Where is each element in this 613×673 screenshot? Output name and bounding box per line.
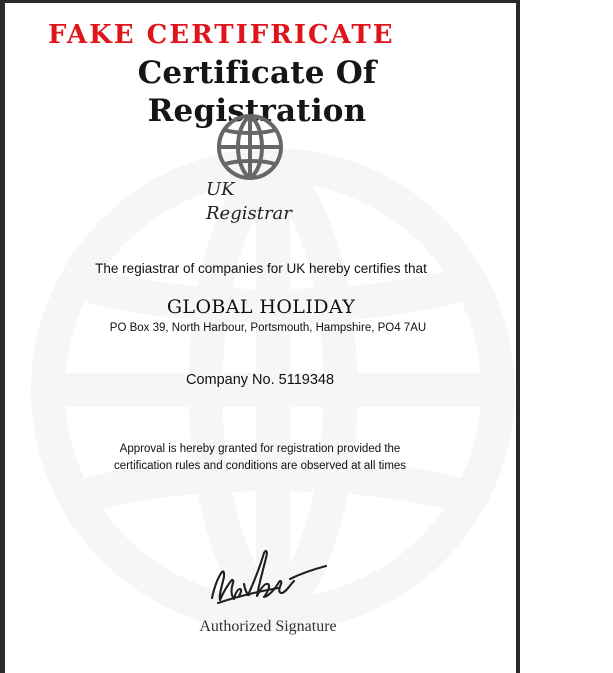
company-name: GLOBAL HOLIDAY [166,296,356,318]
registrar-label: UK Registrar [206,179,292,224]
approval-line-1: Approval is hereby granted for registration provided the [119,443,401,455]
page-margin-right [520,0,613,673]
authorized-signature-label: Authorized Signature [199,618,337,635]
approval-line-2: certification rules and conditions are observed at all times [113,460,407,472]
fake-certificate-banner: FAKE CERTIFRICATE [48,20,395,50]
company-number: Company No. 5119348 [185,372,335,388]
approval-statement [90,441,430,475]
certifies-statement: The regiastrar of companies for UK hereby certifies that [95,261,427,276]
certificate-title: Certificate Of Registration [137,55,377,129]
certificate-frame-top [0,0,520,3]
certificate-frame-left [0,0,5,673]
globe-icon [214,111,286,183]
signature-icon [204,542,330,612]
company-address: PO Box 39, North Harbour, Portsmouth, Hampshire, PO4 7AU [109,322,427,334]
